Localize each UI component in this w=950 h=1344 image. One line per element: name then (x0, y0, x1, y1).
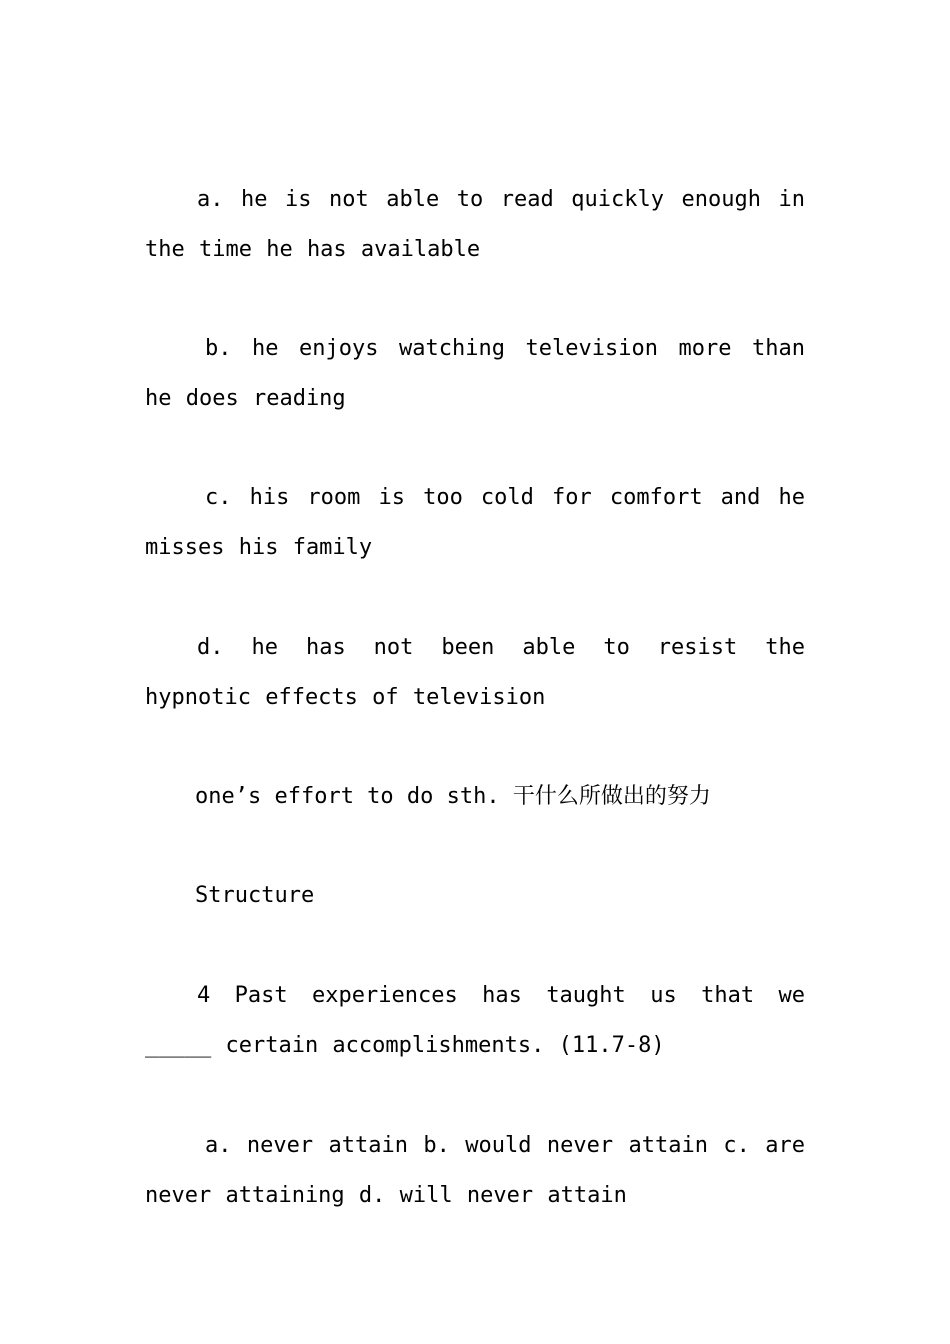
answer-option-d: d. he has not been able to resist the hypnotic effects of television (145, 635, 805, 710)
question-4-text: 4 Past experiences has taught us that we _____ certain accomplishments. (11.7-8) (145, 983, 805, 1058)
answer-option-a: a. he is not able to read quickly enough in the time he has available (145, 187, 805, 262)
section-heading: Structure (195, 883, 315, 908)
answer-option-c: c. his room is too cold for comfort and he misses his family (145, 485, 805, 560)
question-4-options: a. never attain b. would never attain c. are never attaining d. will never attain (145, 1133, 805, 1208)
vocabulary-note (195, 772, 711, 822)
answer-option-b: b. he enjoys watching television more than he does reading (145, 336, 805, 411)
vocabulary-note-chinese: 干什么所做出的努力 (512, 784, 711, 809)
vocabulary-note-english: one’s effort to do sth. (195, 784, 500, 809)
